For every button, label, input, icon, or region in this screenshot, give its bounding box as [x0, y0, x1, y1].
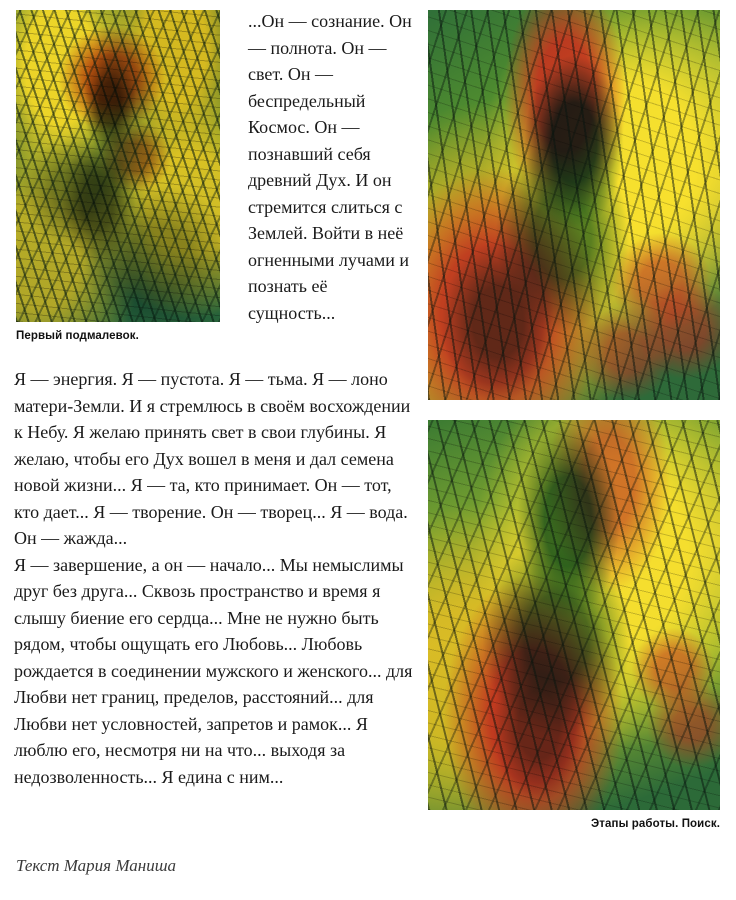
- paragraph-one: Я — энергия. Я — пустота. Я — тьма. Я — лоно матери-Земли. И я стремлюсь в своём восхождении к Небу. Я желаю принять свет в свои глубины. Я желаю, чтобы его Дух вошел в меня и дал семена новой жизни... Я — та, кто принимает. Он — тот, кто дает... Я — творение. Он — творец... Я — вода. Он — жажда...: [14, 369, 411, 548]
- artwork-stage-two: [428, 420, 720, 810]
- artwork-stage-one: [428, 10, 720, 400]
- caption-stages: Этапы работы. Поиск.: [591, 818, 720, 830]
- text-column-wide: [14, 366, 418, 790]
- artwork-underpainting-layer-shadow: [16, 10, 220, 322]
- paragraph-two: Я — завершение, а он — начало... Мы немыслимы друг без друга... Сквозь пространство и время я слышу биение его сердца... Мне не нужно быть рядом, чтобы ощущать его Любовь... Любовь рождается в соединении мужского и женского... для Любви нет границ, пределов, расстояний... для Любви нет условностей, запретов и рамок... Я люблю его, несмотря ни на что... выходя за недозволенность... Я едина с ним...: [14, 554, 413, 787]
- byline: Текст Мария Маниша: [16, 856, 177, 875]
- paragraph-intro: ...Он — сознание. Он — полнота. Он — свет. Он — беспредельный Космос. Он — познавший себя древний Дух. И он стремится слиться с Землей. Войти в неё огненными лучами и познать её сущность...: [248, 11, 412, 323]
- caption-underpainting: Первый подмалевок.: [16, 330, 139, 342]
- artwork-stage-one-layer-strokes: [428, 10, 720, 400]
- artwork-underpainting: [16, 10, 220, 322]
- artwork-stage-two-layer-strokes: [428, 420, 720, 810]
- text-column-narrow: [248, 8, 418, 326]
